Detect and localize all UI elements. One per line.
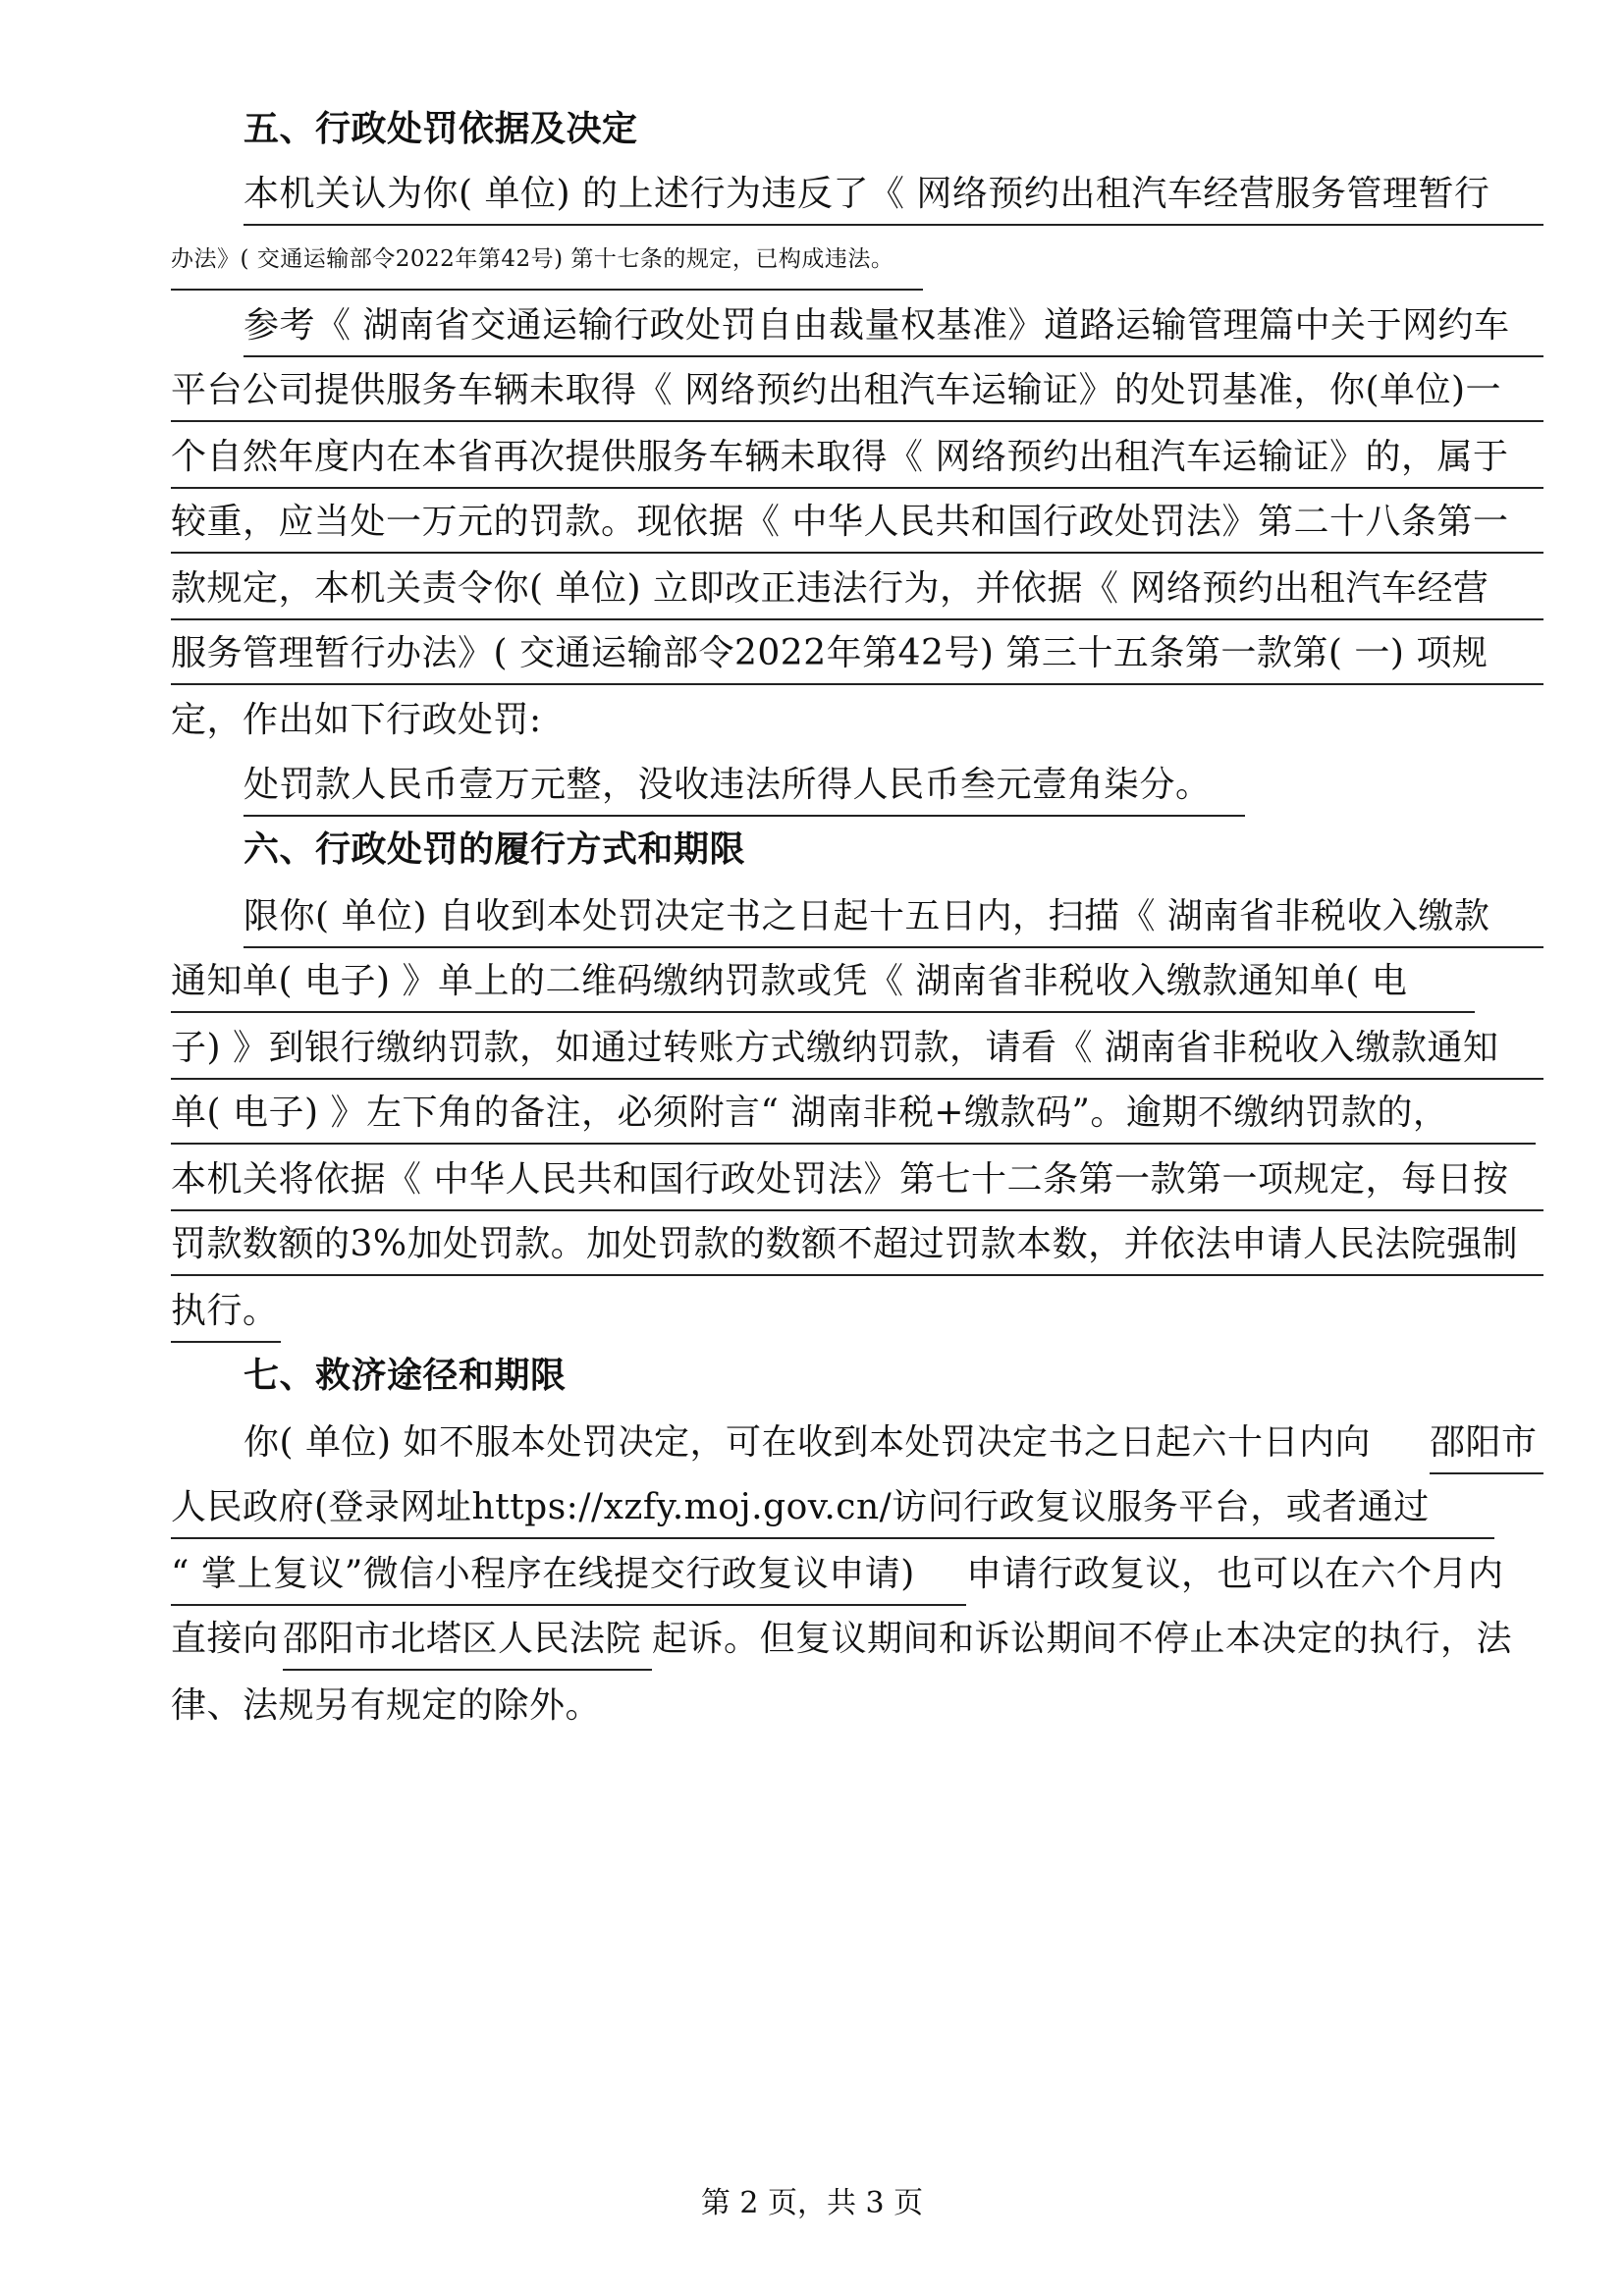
- paragraph-line: 较重，应当处一万元的罚款。现依据《 中华人民共和国行政处罚法》第二十八条第一: [171, 493, 1543, 554]
- penalty-line: 处罚款人民币壹万元整，没收违法所得人民币叁元壹角柒分。: [244, 756, 1245, 817]
- paragraph-line: 限你( 单位) 自收到本处罚决定书之日起十五日内，扫描《 湖南省非税收入缴款: [244, 887, 1543, 948]
- paragraph-line: “ 掌上复议”微信小程序在线提交行政复议申请): [171, 1545, 966, 1606]
- paragraph-line: 你( 单位) 如不服本处罚决定，可在收到本处罚决定书之日起六十日内向: [244, 1422, 1371, 1463]
- court-name: 邵阳市北塔区人民法院: [283, 1610, 652, 1671]
- paragraph-line: 服务管理暂行办法》( 交通运输部令2022年第42号) 第三十五条第一款第( 一) 项规: [171, 624, 1543, 685]
- paragraph-line: 罚款数额的3%加处罚款。加处罚款的数额不超过罚款本数，并依法申请人民法院强制: [171, 1215, 1543, 1276]
- paragraph-line: 子) 》到银行缴纳罚款，如通过转账方式缴纳罚款，请看《 湖南省非税收入缴款通知: [171, 1019, 1543, 1080]
- paragraph-line: 个自然年度内在本省再次提供服务车辆未取得《 网络预约出租汽车运输证》的，属于: [171, 428, 1543, 489]
- paragraph-line: 单( 电子) 》左下角的备注，必须附言“ 湖南非税+缴款码”。逾期不缴纳罚款的，: [171, 1084, 1536, 1145]
- section-6-heading: 六、行政处罚的履行方式和期限: [244, 829, 746, 870]
- section-7-heading: 七、救济途径和期限: [244, 1356, 567, 1396]
- paragraph-line: 办法》( 交通运输部令2022年第42号) 第十七条的规定，已构成违法。: [171, 230, 923, 291]
- paragraph-line: 本机关认为你( 单位) 的上述行为违反了《 网络预约出租汽车经营服务管理暂行: [244, 165, 1543, 226]
- paragraph-line: 通知单( 电子) 》单上的二维码缴纳罚款或凭《 湖南省非税收入缴款通知单( 电: [171, 952, 1475, 1013]
- paragraph-line: 平台公司提供服务车辆未取得《 网络预约出租汽车运输证》的处罚基准，你(单位)一: [171, 361, 1543, 422]
- paragraph-line: 款规定，本机关责令你( 单位) 立即改正违法行为，并依据《 网络预约出租汽车经营: [171, 560, 1543, 620]
- page-number: 第 2 页，共 3 页: [700, 2186, 924, 2220]
- city-government-name: 邵阳市: [1430, 1414, 1543, 1474]
- paragraph-line: 参考《 湖南省交通运输行政处罚自由裁量权基准》道路运输管理篇中关于网约车: [244, 296, 1543, 357]
- paragraph-line: 申请行政复议，也可以在六个月内: [966, 1554, 1504, 1594]
- section-5-heading: 五、行政处罚依据及决定: [244, 109, 638, 149]
- paragraph-line: 执行。: [171, 1282, 281, 1343]
- paragraph-line: 直接向: [171, 1619, 279, 1659]
- paragraph-line: 起诉。但复议期间和诉讼期间不停止本决定的执行，法: [652, 1619, 1513, 1659]
- paragraph-line: 本机关将依据《 中华人民共和国行政处罚法》第七十二条第一款第一项规定，每日按: [171, 1150, 1543, 1211]
- paragraph-line: 定，作出如下行政处罚:: [171, 700, 542, 740]
- paragraph-line: 人民政府(登录网址https://xzfy.moj.gov.cn/访问行政复议服务平台，或者通过: [171, 1478, 1494, 1539]
- paragraph-line: 律、法规另有规定的除外。: [171, 1685, 602, 1726]
